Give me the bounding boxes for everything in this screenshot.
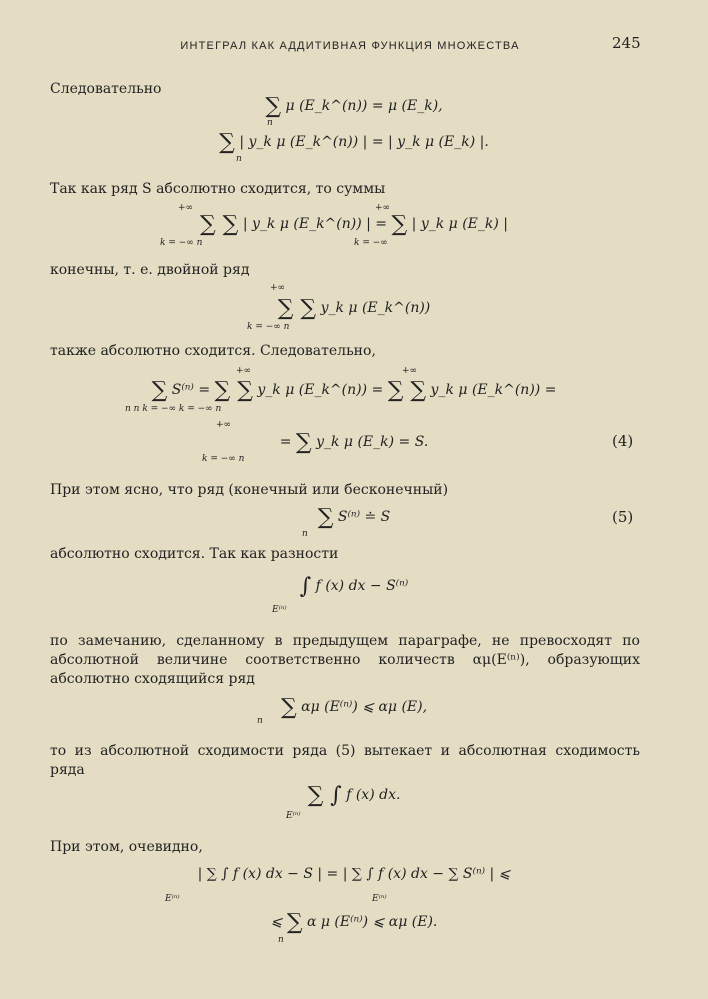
formula-1a-index: n [267,118,273,128]
paragraph-7: по замечанию, сделанному в предыдущем параграфе, не превосходят по абсолютной величине соответственно количеств αμ(E⁽ⁿ⁾), образующих абсолютно сходящийся ряд [50,633,640,687]
formula-3-upper: +∞ [270,283,286,293]
formula-8: ∑ ∫ f (x) dx. [307,783,401,808]
formula-4-upper-right: +∞ [402,366,418,376]
paragraph-6: абсолютно сходится. Так как разности [50,546,339,562]
formula-9a-index-left: E⁽ⁿ⁾ [165,894,180,904]
formula-8-index: E⁽ⁿ⁾ [286,811,301,821]
paragraph-3: конечны, т. е. двойной ряд [50,262,250,278]
formula-4b-lower: k = −∞ n [202,454,245,464]
formula-9b-index: n [278,935,284,945]
paragraph-2: Так как ряд S абсолютно сходится, то суммы [50,181,386,197]
formula-2-upper: +∞ [178,203,194,213]
paragraph-4: также абсолютно сходится. Следовательно, [50,343,376,359]
paragraph-5: При этом ясно, что ряд (конечный или бесконечный) [50,482,449,498]
formula-9a: | ∑ ∫ f (x) dx − S | = | ∑ ∫ f (x) dx − ∑ S⁽ⁿ⁾ | ⩽ [197,866,511,882]
formula-2: ∑ ∑ | y_k μ (E_k^(n)) | = ∑ | y_k μ (E_k) | [199,212,509,237]
running-header: ИНТЕГРАЛ КАК АДДИТИВНАЯ ФУНКЦИЯ МНОЖЕСТВА [180,40,520,52]
equation-number-4: (4) [612,432,634,450]
formula-4a: ∑ S⁽ⁿ⁾ = ∑ ∑ y_k μ (E_k^(n)) = ∑ ∑ y_k μ (E_k^(n)) = [151,378,557,403]
formula-4b: = ∑ y_k μ (E_k) = S. [279,430,429,455]
formula-4-upper: +∞ [236,366,252,376]
formula-1b: ∑ | y_k μ (E_k^(n)) | = | y_k μ (E_k) |. [219,130,489,155]
formula-6-index: E⁽ⁿ⁾ [272,605,287,615]
equation-number-5: (5) [612,508,634,526]
paragraph-1: Следовательно [50,81,162,97]
formula-5: ∑ S⁽ⁿ⁾ ≐ S [317,505,391,530]
paragraph-9: При этом, очевидно, [50,839,203,855]
formula-1a: ∑ μ (E_k^(n)) = μ (E_k), [265,94,443,119]
formula-3-lower: k = −∞ n [247,322,290,332]
formula-7-index: n [257,716,263,726]
formula-1b-index: n [236,154,242,164]
formula-3: ∑ ∑ y_k μ (E_k^(n)) [277,296,431,321]
formula-2-lower-right: k = −∞ [354,238,388,248]
formula-9a-index-right: E⁽ⁿ⁾ [372,894,387,904]
formula-7: ∑ αμ (E⁽ⁿ⁾) ⩽ αμ (E), [280,695,428,720]
formula-5-index: n [302,529,308,539]
page-number: 245 [612,34,641,52]
formula-2-lower: k = −∞ n [160,238,203,248]
formula-2-upper-right: +∞ [375,203,391,213]
paragraph-8: то из абсолютной сходимости ряда (5) вытекает и абсолютная сходимость ряда [50,743,640,778]
formula-4b-upper: +∞ [216,420,232,430]
formula-9b: ⩽ ∑ α μ (E⁽ⁿ⁾) ⩽ αμ (E). [270,910,438,935]
formula-6: ∫ f (x) dx − S⁽ⁿ⁾ [299,574,409,599]
formula-4a-lower: n n k = −∞ k = −∞ n [125,404,222,414]
